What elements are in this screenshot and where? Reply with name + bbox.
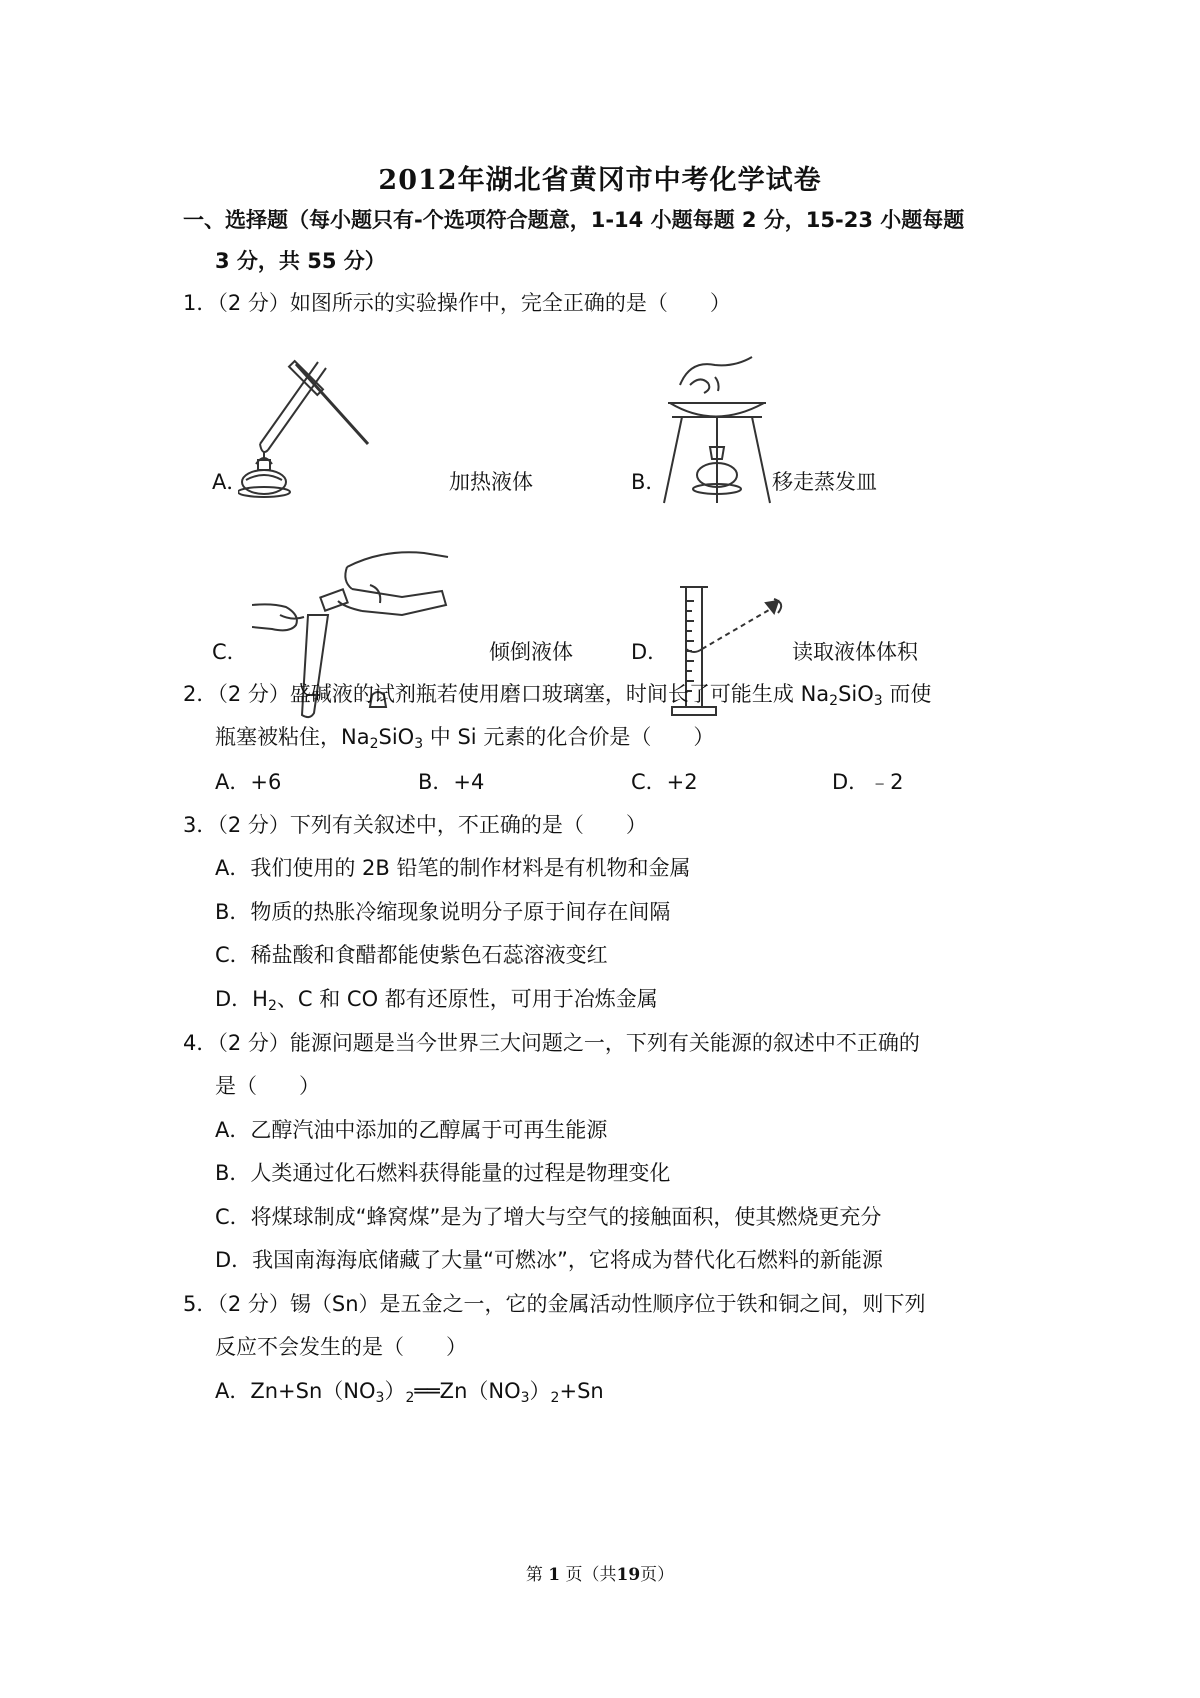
q4-option-c: C．将煤球制成“蜂窝煤”是为了增大与空气的接触面积，使其燃烧更充分: [215, 1205, 882, 1229]
option-c-letter: C．: [212, 640, 248, 664]
q3-stem: 3．（2 分）下列有关叙述中，不正确的是（ ）: [183, 813, 647, 837]
q2-option-b: B．+4: [418, 770, 485, 794]
q4-line1: 4．（2 分）能源问题是当今世界三大问题之一，下列有关能源的叙述中不正确的: [183, 1031, 920, 1055]
option-b-caption: 移走蒸发皿: [772, 470, 877, 494]
q4-option-d: D．我国南海海底储藏了大量“可燃冰”，它将成为替代化石燃料的新能源: [215, 1248, 883, 1272]
q5-line1: 5．（2 分）锡（Sn）是五金之一，它的金属活动性顺序位于铁和铜之间，则下列: [183, 1292, 926, 1316]
q3-option-c: C．稀盐酸和食醋都能使紫色石蕊溶液变红: [215, 943, 608, 967]
option-d-caption: 读取液体体积: [792, 640, 918, 664]
q2-option-c: C．+2: [631, 770, 698, 794]
q4-line2: 是（ ）: [215, 1074, 320, 1098]
page-footer: 第 1 页（共19页）: [525, 1565, 675, 1585]
q5-option-a: A．$Zn+Sn(NO_3)_2══Zn(NO_3)_2+Sn$: [215, 1379, 604, 1406]
option-b-letter: B．: [631, 470, 667, 494]
q4-option-a: A．乙醇汽油中添加的乙醇属于可再生能源: [215, 1118, 608, 1142]
figure-b-evaporating-dish: [660, 355, 775, 505]
q5-line2: 反应不会发生的是（ ）: [215, 1335, 467, 1359]
section-heading-line2: 3 分，共 55 分）: [215, 249, 386, 273]
page-title: 2012年湖北省黄冈市中考化学试卷: [378, 165, 822, 196]
section-heading-line1: 一、选择题（每小题只有-个选项符合题意，1-14 小题每题 2 分，15-23 小题每题: [183, 208, 965, 232]
q2-option-a: A．+6: [215, 770, 282, 794]
option-d-letter: D．: [631, 640, 669, 664]
option-a-caption: 加热液体: [449, 470, 533, 494]
q2-line2: 瓶塞被粘住，$Na_2SiO_3$ 中 Si 元素的化合价是（ ）: [215, 725, 715, 752]
q3-option-a: A．我们使用的 2B 铅笔的制作材料是有机物和金属: [215, 856, 691, 880]
total-pages: 19: [616, 1565, 641, 1585]
q2-line1: 2．（2 分）盛碱液的试剂瓶若使用磨口玻璃塞，时间长了可能生成 $Na_2SiO_3$ 而使: [183, 682, 932, 709]
option-c-caption: 倾倒液体: [489, 640, 573, 664]
q1-stem: 1．（2 分）如图所示的实验操作中，完全正确的是（ ）: [183, 291, 731, 315]
q2-option-d: D．﹣2: [832, 770, 904, 794]
q3-option-d: D．$H_2$、C 和 CO 都有还原性，可用于冶炼金属: [215, 987, 658, 1014]
page-number: 1: [548, 1565, 561, 1585]
q3-option-b: B．物质的热胀冷缩现象说明分子原于间存在间隔: [215, 900, 671, 924]
q4-option-b: B．人类通过化石燃料获得能量的过程是物理变化: [215, 1161, 671, 1185]
option-a-letter: A．: [212, 470, 248, 494]
figure-a-heating-liquid: [238, 352, 378, 500]
